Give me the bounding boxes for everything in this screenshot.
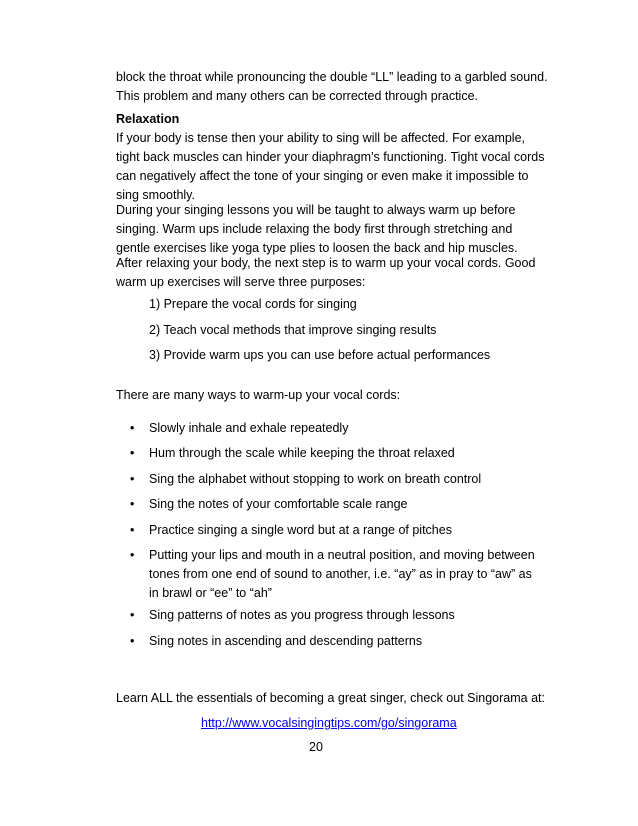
paragraph-warmup <box>116 201 546 258</box>
text-line: During your singing lessons you will be taught to always warm up before <box>116 203 516 217</box>
paragraph-intro <box>116 68 546 106</box>
text-line: sing smoothly. <box>116 188 195 202</box>
text-line: block the throat while pronouncing the double “LL” leading to a garbled sound. <box>116 70 548 84</box>
section-heading: Relaxation <box>116 112 180 126</box>
text-line: warm up exercises will serve three purposes: <box>116 275 366 289</box>
text-line: If your body is tense then your ability to sing will be affected. For example, <box>116 131 526 145</box>
text-line: tight back muscles can hinder your diaphragm’s functioning. Tight vocal cords <box>116 150 545 164</box>
numbered-item: 1) Prepare the vocal cords for singing <box>149 297 357 311</box>
footer-promo-text: Learn ALL the essentials of becoming a great singer, check out Singorama at: <box>116 691 545 705</box>
list-item: Sing notes in ascending and descending patterns <box>149 634 423 648</box>
bullet-marker: • <box>130 634 135 648</box>
bullet-marker: • <box>130 497 135 511</box>
text-line: After relaxing your body, the next step is to warm up your vocal cords. Good <box>116 256 536 270</box>
numbered-item: 3) Provide warm ups you can use before actual performances <box>149 348 491 362</box>
text-line: This problem and many others can be corrected through practice. <box>116 89 478 103</box>
list-item: Practice singing a single word but at a range of pitches <box>149 523 452 537</box>
text-line: Putting your lips and mouth in a neutral position, and moving between <box>149 548 535 562</box>
text-line: in brawl or “ee” to “ah” <box>149 586 272 600</box>
paragraph-vocal-cords <box>116 254 546 292</box>
singorama-link[interactable]: http://www.vocalsingingtips.com/go/singorama <box>201 716 457 730</box>
list-item: Sing the alphabet without stopping to work on breath control <box>149 472 482 486</box>
list-item: Sing the notes of your comfortable scale range <box>149 497 408 511</box>
list-item: Sing patterns of notes as you progress through lessons <box>149 608 455 622</box>
bullet-marker: • <box>130 523 135 537</box>
bullet-marker: • <box>130 446 135 460</box>
list-item <box>149 546 535 603</box>
text-line: can negatively affect the tone of your singing or even make it impossible to <box>116 169 529 183</box>
bullet-marker: • <box>130 421 135 435</box>
text-line: gentle exercises like yoga type plies to loosen the back and hip muscles. <box>116 241 518 255</box>
list-item: Slowly inhale and exhale repeatedly <box>149 421 349 435</box>
paragraph-ways: There are many ways to warm-up your vocal cords: <box>116 388 401 402</box>
bullet-marker: • <box>130 548 135 562</box>
list-item: Hum through the scale while keeping the throat relaxed <box>149 446 455 460</box>
page-number: 20 <box>309 740 323 754</box>
text-line: tones from one end of sound to another, i.e. “ay” as in pray to “aw” as <box>149 567 532 581</box>
numbered-item: 2) Teach vocal methods that improve singing results <box>149 323 437 337</box>
bullet-marker: • <box>130 608 135 622</box>
bullet-marker: • <box>130 472 135 486</box>
paragraph-relaxation <box>116 129 546 205</box>
text-line: singing. Warm ups include relaxing the body first through stretching and <box>116 222 513 236</box>
